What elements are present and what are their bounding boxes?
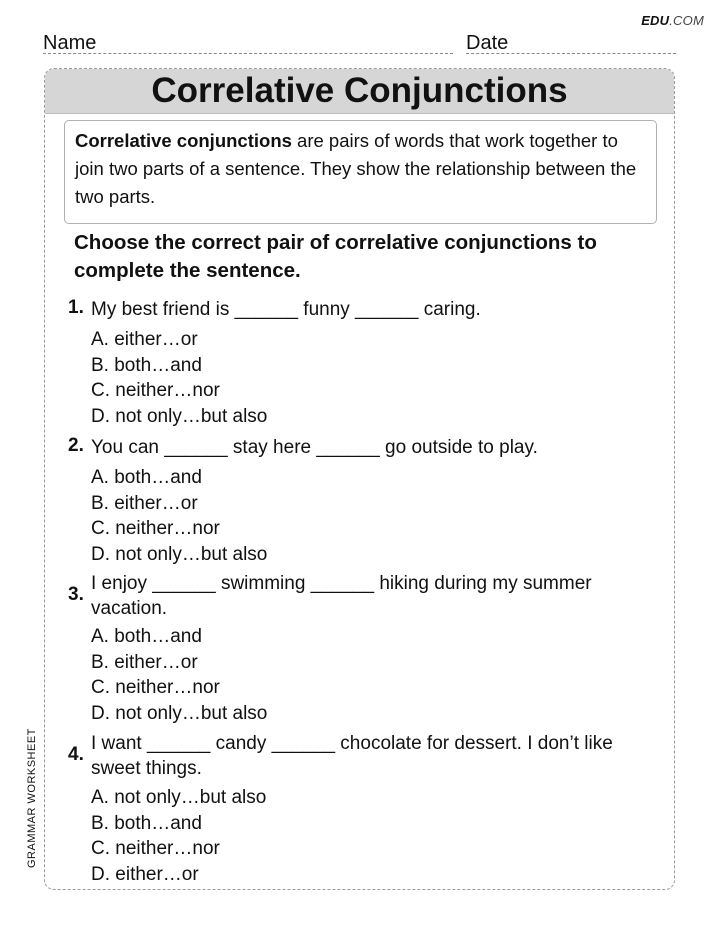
question-text: I want ______ candy ______ chocolate for dessert. I don’t like sweet things. — [91, 733, 613, 779]
option-c[interactable]: C. neither…nor — [91, 380, 220, 402]
worksheet-type-label: GRAMMAR WORKSHEET — [26, 728, 38, 868]
option-b[interactable]: B. either…or — [91, 492, 198, 514]
brand-logo — [641, 13, 704, 28]
date-field[interactable] — [466, 33, 676, 54]
question-text: You can ______ stay here ______ go outside to play. — [91, 437, 538, 458]
question-text: My best friend is ______ funny ______ caring. — [91, 299, 481, 320]
question-number: 3. — [68, 584, 84, 605]
option-c[interactable]: C. neither…nor — [91, 518, 220, 540]
date-label: Date — [466, 32, 509, 54]
question-number: 2. — [68, 435, 84, 456]
definition-term: Correlative conjunctions — [75, 130, 292, 151]
option-d[interactable]: D. not only…but also — [91, 406, 268, 428]
name-label: Name — [43, 32, 97, 54]
question-number: 4. — [68, 744, 84, 765]
name-field[interactable] — [43, 33, 453, 54]
brand-logo-part1: EDU — [641, 13, 670, 28]
option-d[interactable]: D. not only…but also — [91, 544, 268, 566]
option-list — [91, 785, 266, 888]
option-a[interactable]: A. both…and — [91, 626, 202, 647]
worksheet-panel — [44, 68, 675, 890]
option-c[interactable]: C. neither…nor — [91, 677, 220, 699]
option-b[interactable]: B. both…and — [91, 812, 202, 834]
option-a[interactable]: A. both…and — [91, 467, 202, 488]
title-bar — [45, 69, 674, 114]
brand-logo-part2: .COM — [669, 13, 704, 28]
option-b[interactable]: B. either…or — [91, 651, 198, 673]
page-title: Correlative Conjunctions — [151, 71, 568, 110]
option-a[interactable]: A. either…or — [91, 329, 198, 350]
definition-text: are pairs of words that work together to join two parts of a sentence. They show the relationship between the two parts. — [75, 130, 637, 207]
option-c[interactable]: C. neither…nor — [91, 838, 220, 860]
option-b[interactable]: B. both…and — [91, 354, 202, 376]
instructions: Choose the correct pair of correlative conjunctions to complete the sentence. — [74, 231, 597, 282]
definition-box — [64, 120, 657, 224]
option-list — [91, 327, 267, 430]
question-number: 1. — [68, 297, 84, 318]
question-text: I enjoy ______ swimming ______ hiking during my summer vacation. — [91, 573, 592, 619]
option-a[interactable]: A. not only…but also — [91, 787, 267, 808]
option-d[interactable]: D. not only…but also — [91, 703, 268, 725]
option-list — [91, 465, 267, 568]
option-d[interactable]: D. either…or — [91, 864, 199, 886]
option-list — [91, 624, 267, 727]
